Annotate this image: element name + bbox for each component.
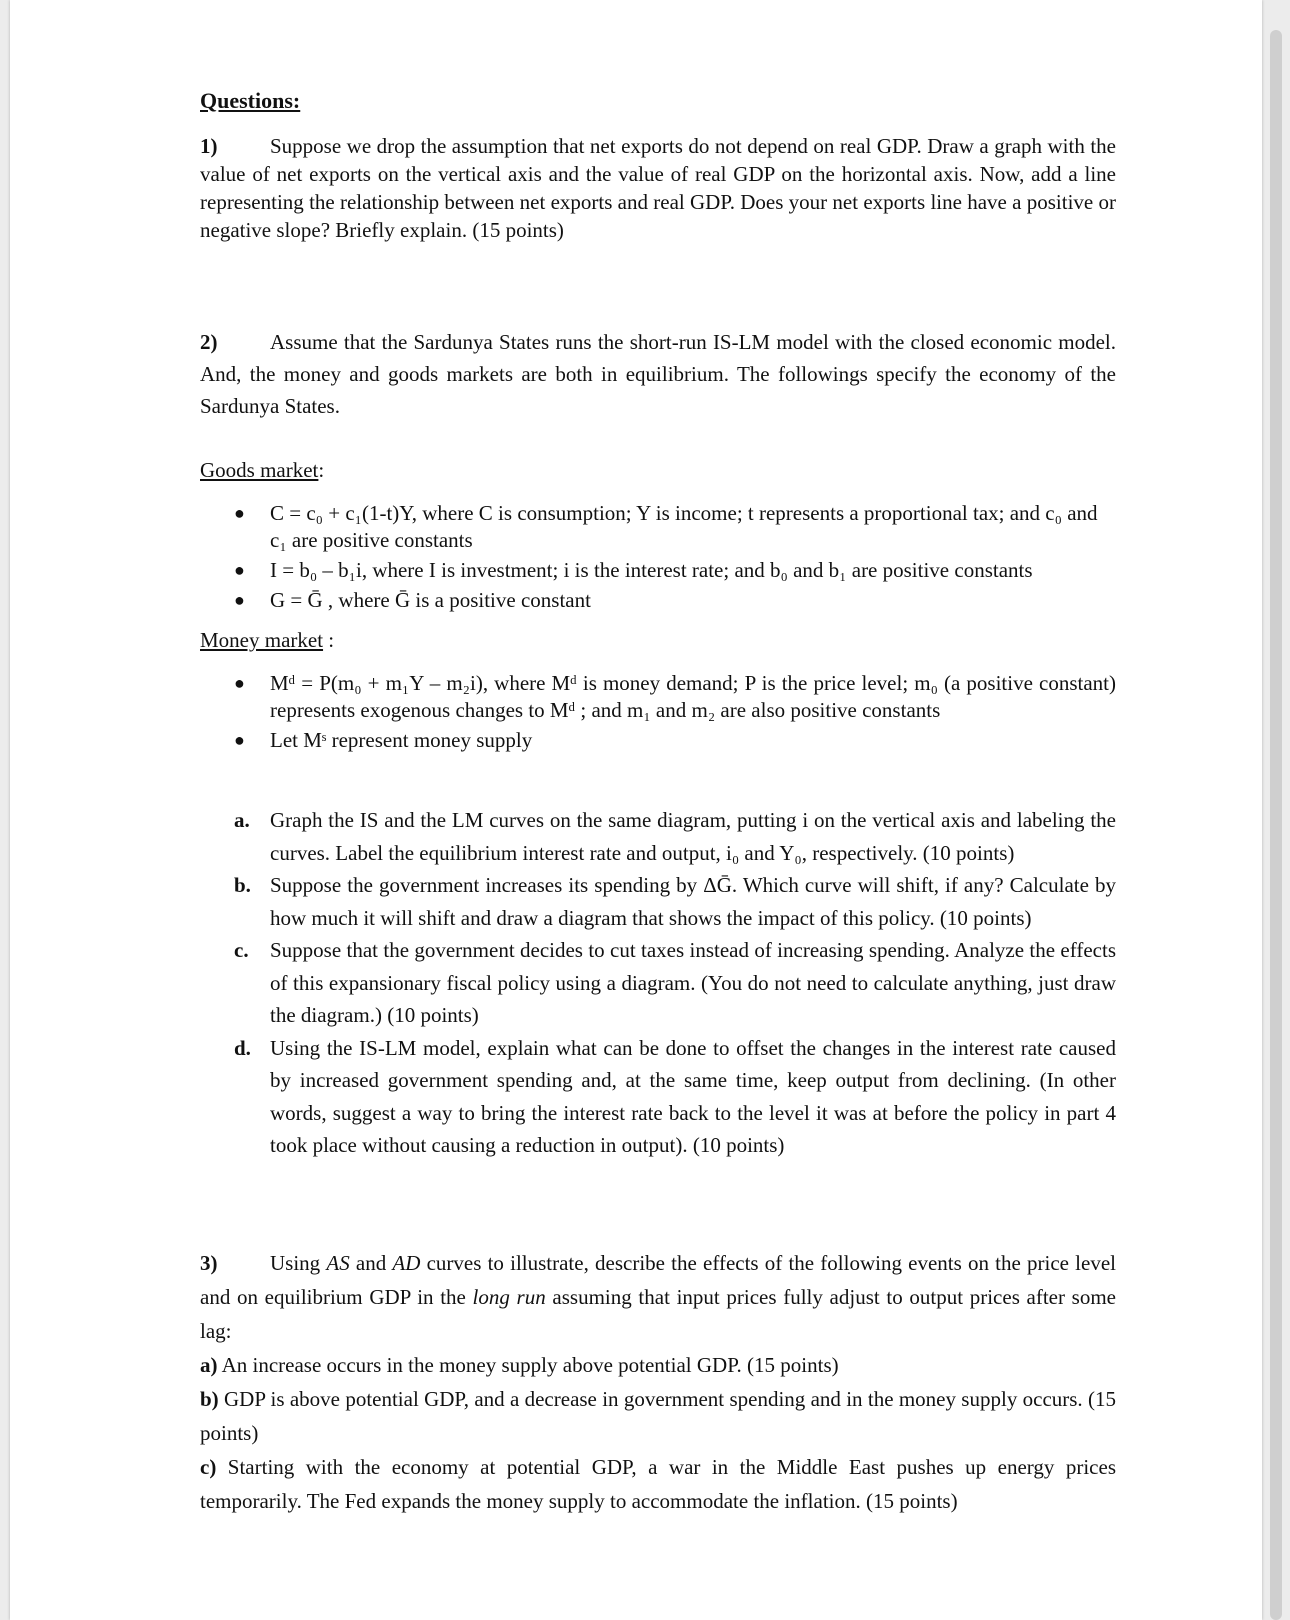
question-3-text-part: assuming that input prices fully adjust to output prices after some lag:	[200, 1284, 1116, 1343]
bullet-icon: ●	[234, 560, 245, 580]
part-d	[234, 1032, 1116, 1162]
question-2-body: Assume that the Sardunya States runs the short-run IS-LM model with the closed economic model. And, the money and goods markets are both in equilibrium. The followings specify the economy of the Sardunya States.	[200, 330, 1116, 418]
money-item-1: Mᵈ = P(m₀ + m₁Y – m₂i), where Mᵈ is money demand; P is the price level; m₀ (a positive constant) represents exogenous changes to Mᵈ ; and m₁ and m₂ are also positive constants	[270, 671, 1116, 722]
scrollbar[interactable]	[1270, 30, 1282, 1620]
part-d-text: Using the IS-LM model, explain what can be done to offset the changes in the interest rate caused by increased government spending and, at the same time, keep output from declining. (In other words, suggest a way to bring the interest rate back to the level it was at before the policy in part 4 took place without causing a reduction in output). (10 points)	[270, 1035, 1116, 1157]
page-title: Questions:	[200, 88, 301, 113]
question-3-sub-a	[200, 1348, 1116, 1382]
sub-b-text: GDP is above potential GDP, and a decrease in government spending and in the money supply occurs. (15 points)	[200, 1386, 1116, 1445]
question-1-body: Suppose we drop the assumption that net exports do not depend on real GDP. Draw a graph with the value of net exports on the vertical axis and the value of real GDP on the horizontal axis. Now, add a line representing the relationship between net exports and real GDP. Does your net exports line have a positive or negative slope? Briefly explain. (15 points)	[200, 134, 1116, 242]
part-a-label: a.	[234, 808, 250, 832]
question-3-text-part: curves to illustrate, describe the effects of the following events on the price level and on equilibrium GDP in the	[200, 1250, 1116, 1309]
question-3	[200, 1246, 1116, 1518]
question-3-number: 3)	[200, 1250, 218, 1275]
money-market-label: Money market	[200, 628, 324, 652]
money-market-list	[200, 670, 1116, 754]
long-run-term: long run	[472, 1284, 546, 1309]
as-term: AS	[326, 1250, 350, 1275]
part-a	[234, 804, 1116, 869]
list-item	[234, 557, 1116, 584]
question-3-sub-c	[200, 1450, 1116, 1518]
sub-c-label: c)	[200, 1454, 217, 1479]
question-3-text-part: and	[349, 1250, 393, 1275]
bullet-icon: ●	[234, 673, 245, 693]
list-item	[234, 670, 1116, 724]
money-market-colon: :	[323, 628, 335, 652]
goods-market-heading	[200, 456, 1116, 484]
question-3-text-part: Using	[270, 1250, 327, 1275]
ad-term: AD	[392, 1250, 421, 1275]
goods-market-colon: :	[318, 458, 325, 482]
question-2-number: 2)	[200, 330, 218, 354]
question-1-number: 1)	[200, 134, 218, 158]
goods-item-1: C = c₀ + c₁(1-t)Y, where C is consumption; Y is income; t represents a proportional tax; and c₀ and c₁ are positive constants	[270, 501, 1098, 552]
part-d-label: d.	[234, 1035, 251, 1060]
list-item	[234, 727, 1116, 754]
money-market-heading	[200, 626, 1116, 654]
question-1	[200, 132, 1116, 244]
list-item	[234, 587, 1116, 614]
goods-item-2: I = b₀ – b₁i, where I is investment; i is the interest rate; and b₀ and b₁ are positive constants	[270, 558, 1033, 582]
goods-market-list	[200, 500, 1116, 614]
goods-market-label: Goods market	[200, 458, 319, 482]
part-c-text: Suppose that the government decides to cut taxes instead of increasing spending. Analyze the effects of this expansionary fiscal policy using a diagram. (You do not need to calculate anything, just draw the diagram.) (10 points)	[270, 938, 1116, 1027]
sub-a-label: a)	[200, 1352, 218, 1377]
bullet-icon: ●	[234, 503, 245, 523]
list-item	[234, 500, 1116, 554]
sub-a-text: An increase occurs in the money supply above potential GDP. (15 points)	[217, 1352, 839, 1377]
question-3-sub-b	[200, 1382, 1116, 1450]
part-a-text: Graph the IS and the LM curves on the same diagram, putting i on the vertical axis and labeling the curves. Label the equilibrium interest rate and output, i₀ and Y₀, respectively. (10 points)	[270, 808, 1116, 865]
part-b	[234, 869, 1116, 934]
document-content	[200, 88, 1116, 1518]
question-3-text	[200, 1246, 1116, 1348]
question-2-text	[200, 326, 1116, 422]
sub-c-text: Starting with the economy at potential GDP, a war in the Middle East pushes up energy prices temporarily. The Fed expands the money supply to accommodate the inflation. (15 points)	[200, 1454, 1116, 1513]
part-b-label: b.	[234, 873, 251, 897]
question-2	[200, 326, 1116, 1162]
money-item-2: Let Mˢ represent money supply	[270, 728, 533, 752]
part-c-label: c.	[234, 938, 249, 962]
bullet-icon: ●	[234, 590, 245, 610]
question-2-parts	[200, 804, 1116, 1162]
goods-item-3: G = Ḡ , where Ḡ is a positive constant	[270, 588, 591, 612]
sub-b-label: b)	[200, 1386, 219, 1411]
part-b-text: Suppose the government increases its spending by ΔḠ. Which curve will shift, if any? Calculate by how much it will shift and draw a diagram that shows the impact of this policy. (10 points)	[270, 873, 1116, 930]
bullet-icon: ●	[234, 730, 245, 750]
question-1-text	[200, 132, 1116, 244]
part-c	[234, 934, 1116, 1032]
